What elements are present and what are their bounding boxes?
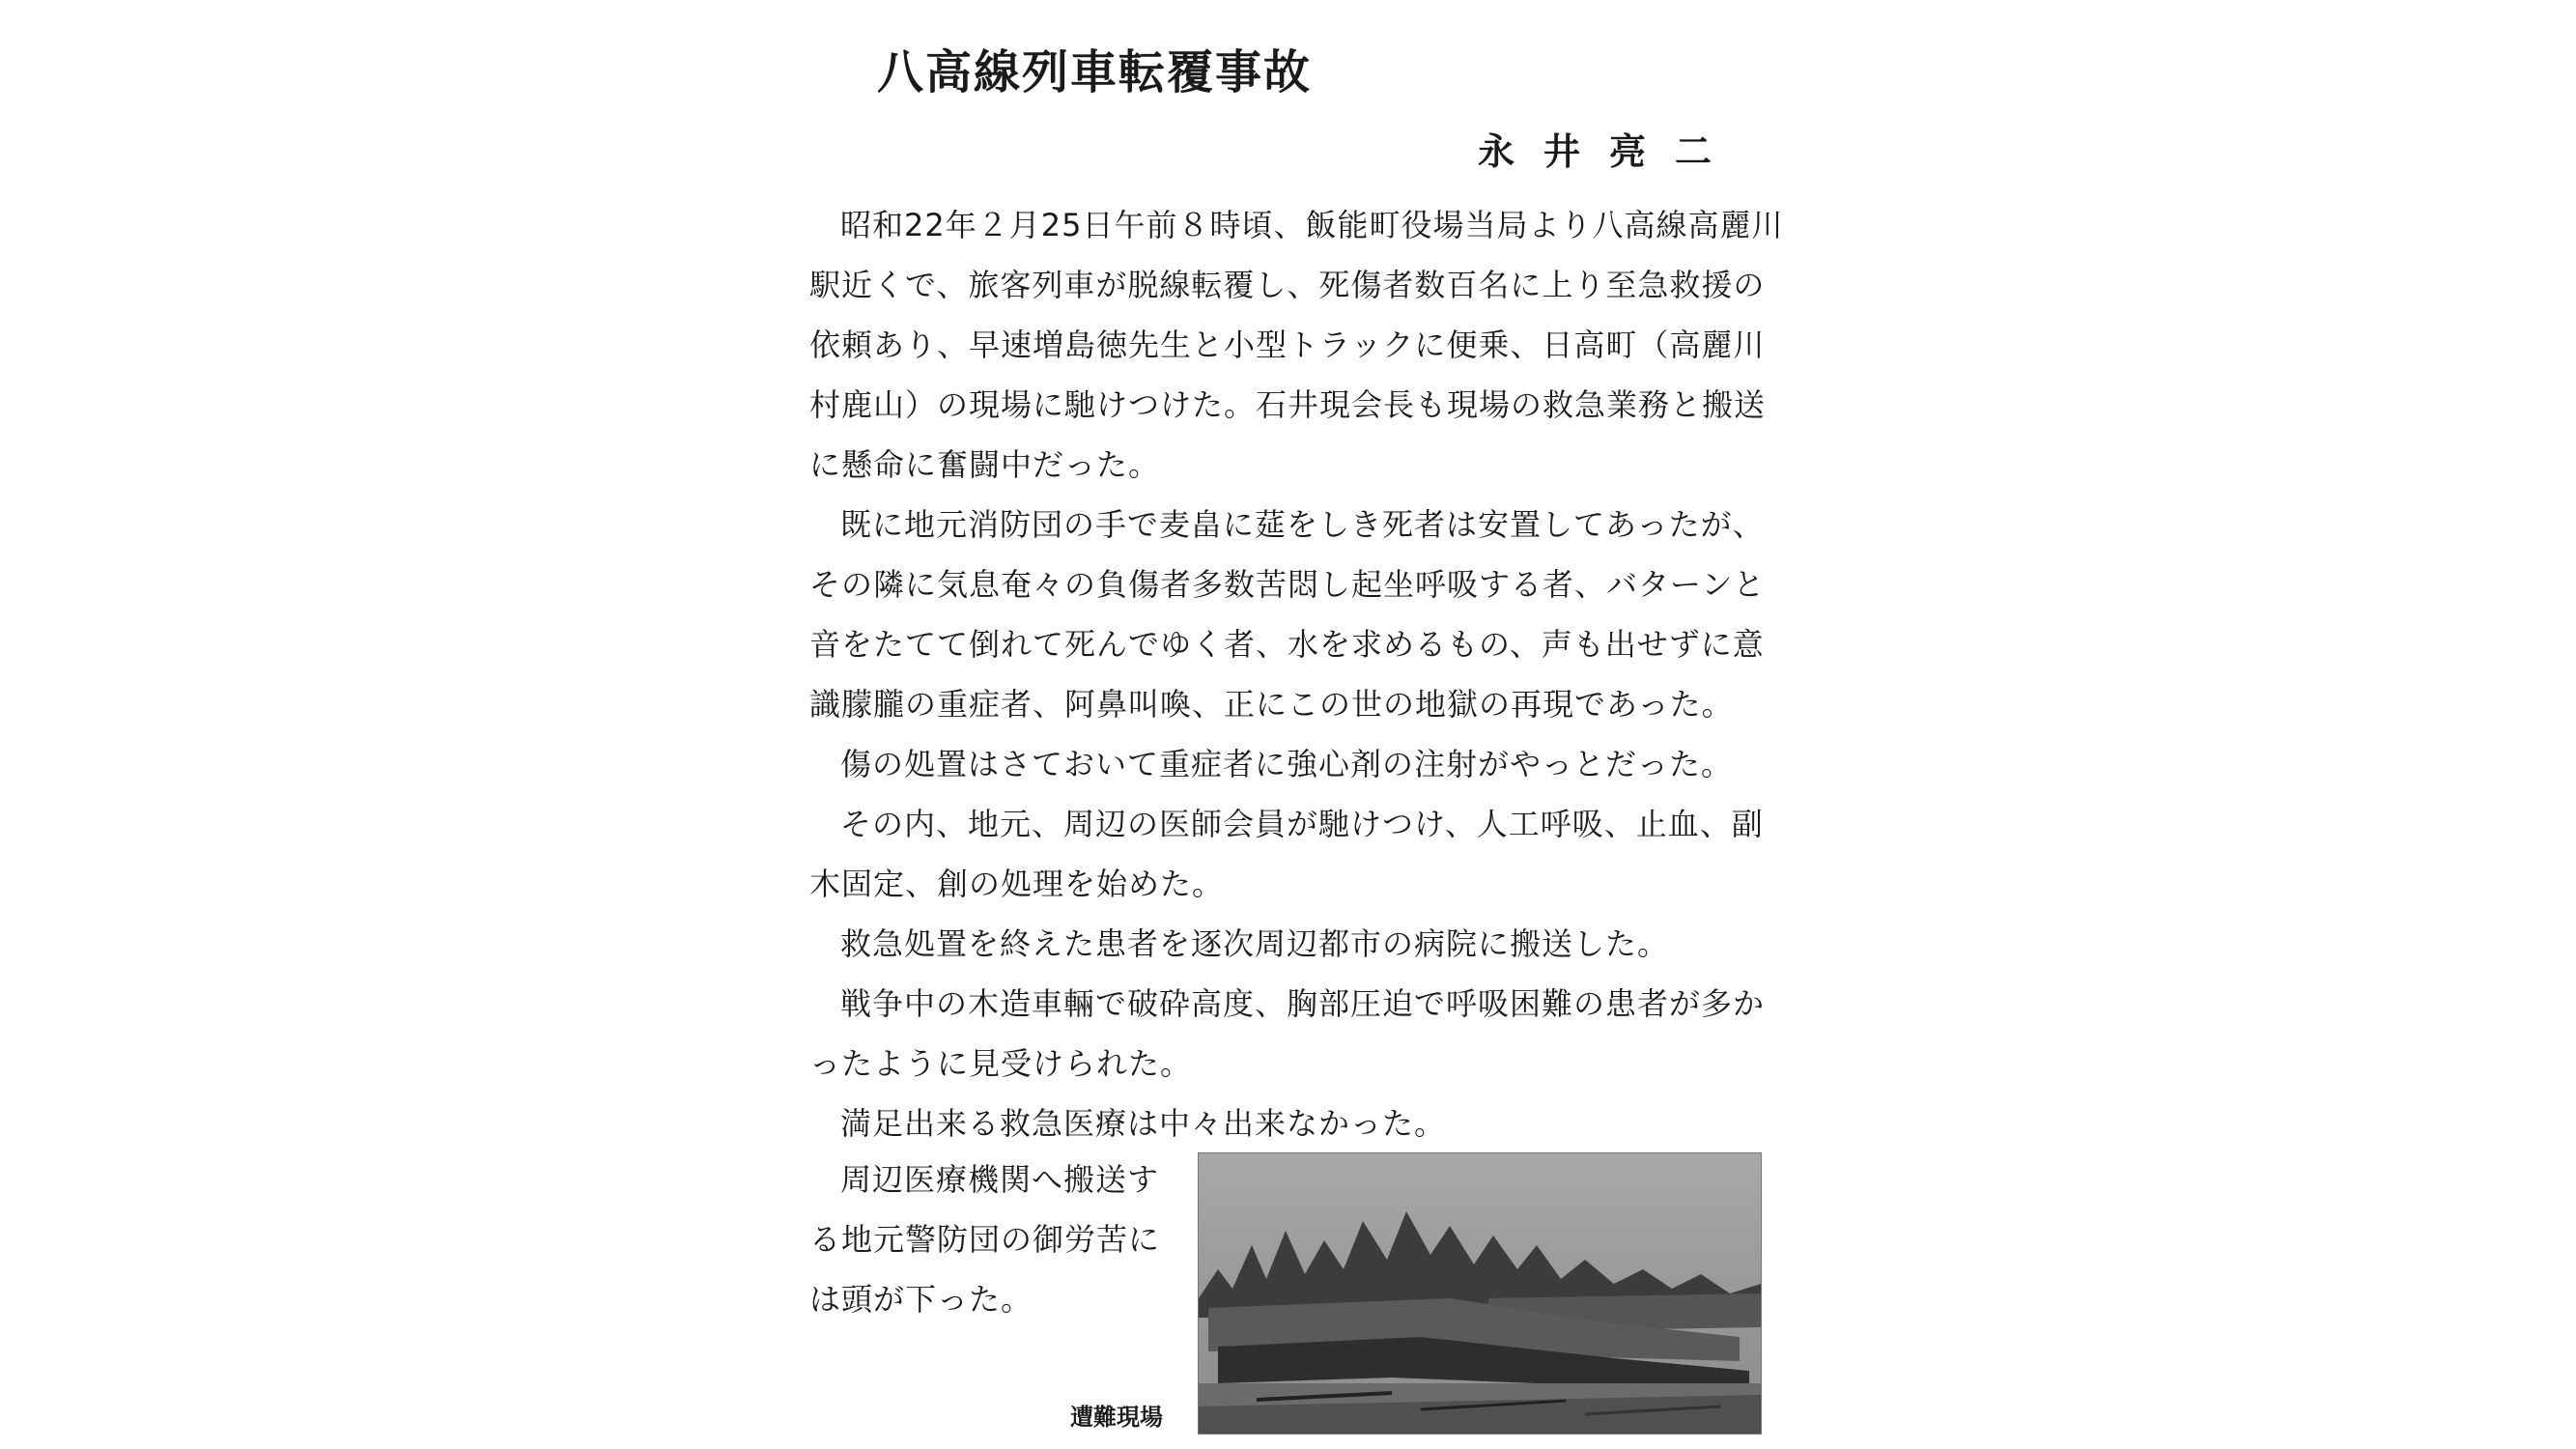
text-line: その隣に気息奄々の負傷者多数苦悶し起坐呼吸する者、バターンと [809,566,1766,603]
text-line: 救急処置を終えた患者を逐次周辺都市の病院に搬送した。 [840,925,1670,962]
text-line: は頭が下った。 [809,1281,1033,1318]
text-line: る地元警防団の御労苦に [809,1221,1161,1258]
text-line: 木固定、創の処理を始めた。 [809,866,1225,902]
text-line: 満足出来る救急医療は中々出来なかった。 [840,1105,1447,1142]
text-line: 昭和22年２月25日午前８時頃、飯能町役場当局より八高線高麗川 [840,207,1784,243]
text-line: 周辺医療機関へ搬送す [840,1161,1160,1198]
text-line: 識朦朧の重症者、阿鼻叫喚、正にこの世の地獄の再現であった。 [809,686,1734,723]
text-line: 既に地元消防団の手で麦畠に莚をしき死者は安置してあったが、 [840,506,1765,543]
text-line: ったように見受けられた。 [809,1045,1193,1082]
text-line: 駅近くで、旅客列車が脱線転覆し、死傷者数百名に上り至急救援の [809,267,1766,303]
accident-scene-photo-icon [1199,1153,1761,1434]
document-page [809,0,1784,1449]
text-line: に懸命に奮闘中だった。 [809,446,1161,483]
side-text [809,1150,1196,1329]
accident-scene-photo [1198,1152,1762,1435]
article-body [809,195,1784,1153]
text-line: 傷の処置はさておいて重症者に強心剤の注射がやっとだった。 [840,746,1734,782]
photo-caption: 遭難現場 [1070,1404,1163,1431]
text-line: その内、地元、周辺の医師会員が馳けつけ、人工呼吸、止血、副 [840,806,1764,842]
text-line: 音をたてて倒れて死んでゆく者、水を求めるもの、声も出せずに意 [809,626,1765,663]
text-line: 戦争中の木造車輛で破砕高度、胸部圧迫で呼吸困難の患者が多か [840,985,1766,1022]
author-name: 永井亮二 [1477,130,1741,173]
page-title: 八高線列車転覆事故 [877,45,1313,99]
text-line: 依頼あり、早速増島徳先生と小型トラックに便乗、日高町（高麗川 [809,327,1766,363]
text-line: 村鹿山）の現場に馳けつけた。石井現会長も現場の救急業務と搬送 [809,386,1767,423]
